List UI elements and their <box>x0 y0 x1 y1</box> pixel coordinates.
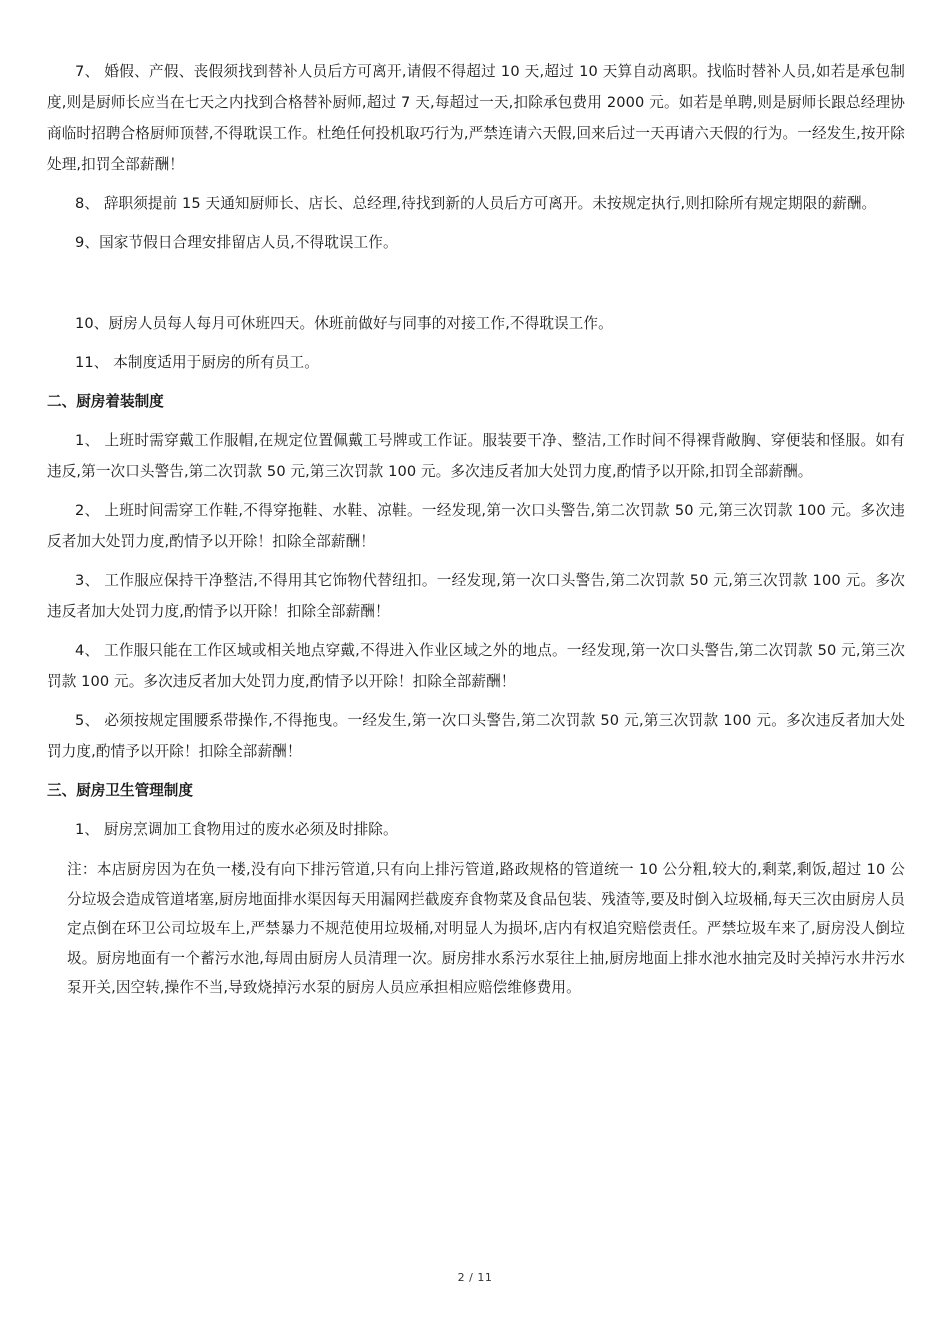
page-number: 2 / 11 <box>457 1271 493 1284</box>
dress-rule-4: 4、 工作服只能在工作区域或相关地点穿戴,不得进入作业区域之外的地点。一经发现,第一次口头警告,第二次罚款 50 元,第三次罚款 100 元。多次违反者加大处罚力度,酌情予以开除！扣除全部薪酬！ <box>47 642 905 690</box>
document-page <box>47 56 905 1003</box>
section-heading-dress-code: 二、厨房着装制度 <box>47 393 164 410</box>
dress-rule-3: 3、 工作服应保持干净整洁,不得用其它饰物代替纽扣。一经发现,第一次口头警告,第二次罚款 50 元,第三次罚款 100 元。多次违反者加大处罚力度,酌情予以开除！扣除全部薪酬！ <box>47 572 905 620</box>
rule-item-10: 10、厨房人员每人每月可休班四天。休班前做好与同事的对接工作,不得耽误工作。 <box>75 315 613 332</box>
section-heading-hygiene: 三、厨房卫生管理制度 <box>47 782 193 799</box>
hygiene-note: 注：本店厨房因为在负一楼,没有向下排污管道,只有向上排污管道,路政规格的管道统一 10 公分粗,较大的,剩菜,剩饭,超过 10 公分垃圾会造成管道堵塞,厨房地面排水渠因每天用漏网拦截废弃食物菜及食品包装、残渣等,要及时倒入垃圾桶,每天三次由厨房人员定点倒在环卫公司垃圾车上,严禁暴力不规范使用垃圾桶,对明显人为损坏,店内有权追究赔偿责任。严禁垃圾车来了,厨房没人倒垃圾。厨房地面有一个蓄污水池,每周由厨房人员清理一次。厨房排水系污水泵往上抽,厨房地面上排水池水抽完及时关掉污水井污水泵开关,因空转,操作不当,导致烧掉污水泵的厨房人员应承担相应赔偿维修费用。 <box>67 861 905 996</box>
rule-item-9: 9、国家节假日合理安排留店人员,不得耽误工作。 <box>75 234 398 251</box>
dress-rule-1: 1、 上班时需穿戴工作服帽,在规定位置佩戴工号牌或工作证。服装要干净、整洁,工作时间不得裸背敞胸、穿便装和怪服。如有违反,第一次口头警告,第二次罚款 50 元,第三次罚款 100 元。多次违反者加大处罚力度,酌情予以开除,扣罚全部薪酬。 <box>47 432 905 480</box>
dress-rule-2: 2、 上班时间需穿工作鞋,不得穿拖鞋、水鞋、凉鞋。一经发现,第一次口头警告,第二次罚款 50 元,第三次罚款 100 元。多次违反者加大处罚力度,酌情予以开除！扣除全部薪酬！ <box>47 502 905 550</box>
hygiene-rule-1: 1、 厨房烹调加工食物用过的废水必须及时排除。 <box>75 821 398 838</box>
dress-rule-5: 5、 必须按规定围腰系带操作,不得拖曳。一经发生,第一次口头警告,第二次罚款 50 元,第三次罚款 100 元。多次违反者加大处罚力度,酌情予以开除！扣除全部薪酬！ <box>47 712 905 760</box>
rule-item-7: 7、 婚假、产假、丧假须找到替补人员后方可离开,请假不得超过 10 天,超过 10 天算自动离职。找临时替补人员,如若是承包制度,则是厨师长应当在七天之内找到合格替补厨师,超过 7 天,每超过一天,扣除承包费用 2000 元。如若是单聘,则是厨师长跟总经理协商临时招聘合格厨师顶替,不得耽误工作。杜绝任何投机取巧行为,严禁连请六天假,回来后过一天再请六天假的行为。一经发生,按开除处理,扣罚全部薪酬！ <box>47 63 905 173</box>
rule-item-8: 8、 辞职须提前 15 天通知厨师长、店长、总经理,待找到新的人员后方可离开。未按规定执行,则扣除所有规定期限的薪酬。 <box>75 195 877 212</box>
rule-item-11: 11、 本制度适用于厨房的所有员工。 <box>75 354 319 371</box>
